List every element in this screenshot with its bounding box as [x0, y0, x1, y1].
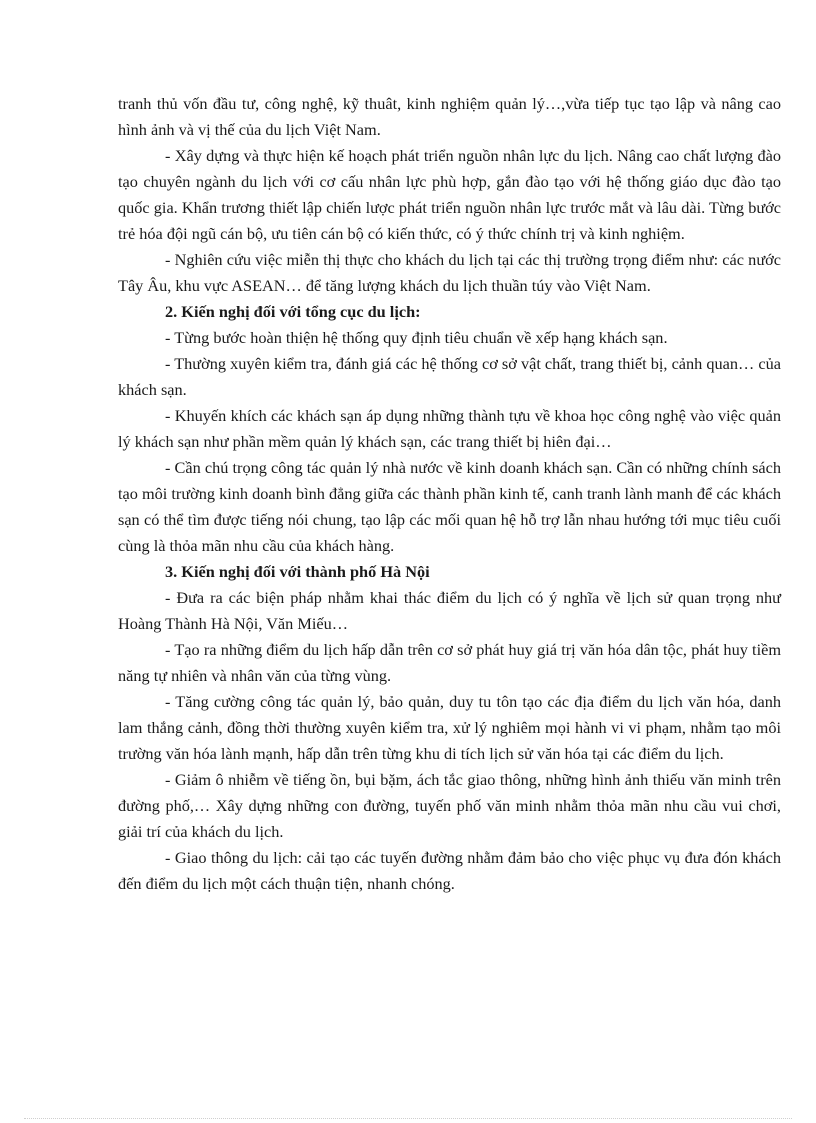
paragraph-human-resources: - Xây dựng và thực hiện kế hoạch phát triển nguồn nhân lực du lịch. Nâng cao chất lượng đào tạo chuyên ngành du lịch với cơ cấu nhân lực phù hợp, gắn đào tạo với hệ thống giáo dục đào tạo quốc gia. Khẩn trương thiết lập chiến lược phát triển nguồn nhân lực trước mắt và lâu dài. Từng bước trẻ hóa đội ngũ cán bộ, ưu tiên cán bộ có kiến thức, có ý thức chính trị và kinh nghiệm.: [118, 146, 781, 243]
paragraph-inspection: - Thường xuyên kiểm tra, đánh giá các hệ thống cơ sở vật chất, trang thiết bị, cảnh quan… của khách sạn.: [118, 354, 781, 399]
paragraph-hotel-rating-standards: - Từng bước hoàn thiện hệ thống quy định tiêu chuẩn về xếp hạng khách sạn.: [165, 328, 668, 347]
page-bottom-divider: [24, 1118, 792, 1119]
paragraph-transport: - Giao thông du lịch: cải tạo các tuyến đường nhằm đảm bảo cho việc phục vụ đưa đón khách đến điểm du lịch một cách thuận tiện, nhanh chóng.: [118, 848, 781, 893]
section-heading-tourism-administration: 2. Kiến nghị đối với tổng cục du lịch:: [165, 302, 421, 321]
paragraph-pollution: - Giảm ô nhiễm về tiếng ồn, bụi bặm, ách tắc giao thông, những hình ảnh thiếu văn minh trên đường phố,… Xây dựng những con đường, tuyến phố văn minh nhằm thỏa mãn nhu cầu vui chơi, giải trí của khách du lịch.: [118, 770, 781, 841]
paragraph-historic-sites: - Đưa ra các biện pháp nhằm khai thác điểm du lịch có ý nghĩa về lịch sử quan trọng như Hoàng Thành Hà Nội, Văn Miếu…: [118, 588, 781, 633]
paragraph-visa-exemption: - Nghiên cứu việc miễn thị thực cho khách du lịch tại các thị trường trọng điểm như: các nước Tây Âu, khu vực ASEAN… để tăng lượng khách du lịch thuần túy vào Việt Nam.: [118, 250, 781, 295]
paragraph-technology: - Khuyến khích các khách sạn áp dụng những thành tựu về khoa học công nghệ vào việc quản lý khách sạn như phần mềm quản lý khách sạn, các trang thiết bị hiên đại…: [118, 406, 781, 451]
paragraph-state-management: - Cần chú trọng công tác quản lý nhà nước về kinh doanh khách sạn. Cần có những chính sách tạo môi trường kinh doanh bình đẳng giữa các thành phần kinh tế, canh tranh lành manh để các khách sạn có thể tìm được tiếng nói chung, tạo lập các mối quan hệ hỗ trợ lẫn nhau hướng tới mục tiêu cuối cùng là thỏa mãn nhu cầu của khách hàng.: [118, 458, 781, 555]
paragraph-intro-continued: tranh thủ vốn đầu tư, công nghệ, kỹ thuât, kinh nghiệm quản lý…,vừa tiếp tục tạo lập và nâng cao hình ảnh và vị thế của du lịch Việt Nam.: [118, 94, 781, 139]
document-page: [118, 91, 781, 897]
section-heading-hanoi: 3. Kiến nghị đối với thành phố Hà Nội: [165, 562, 430, 581]
paragraph-preservation: - Tăng cường công tác quản lý, bảo quản, duy tu tôn tạo các địa điểm du lịch văn hóa, danh lam thắng cảnh, đồng thời thường xuyên kiểm tra, xử lý nghiêm mọi hành vi vi phạm, nhằm tạo môi trường văn hóa lành mạnh, hấp dẫn trên từng khu di tích lịch sử văn hóa tại các điểm du lịch.: [118, 692, 781, 763]
paragraph-attractions: - Tạo ra những điểm du lịch hấp dẫn trên cơ sở phát huy giá trị văn hóa dân tộc, phát huy tiềm năng tự nhiên và nhân văn của từng vùng.: [118, 640, 781, 685]
